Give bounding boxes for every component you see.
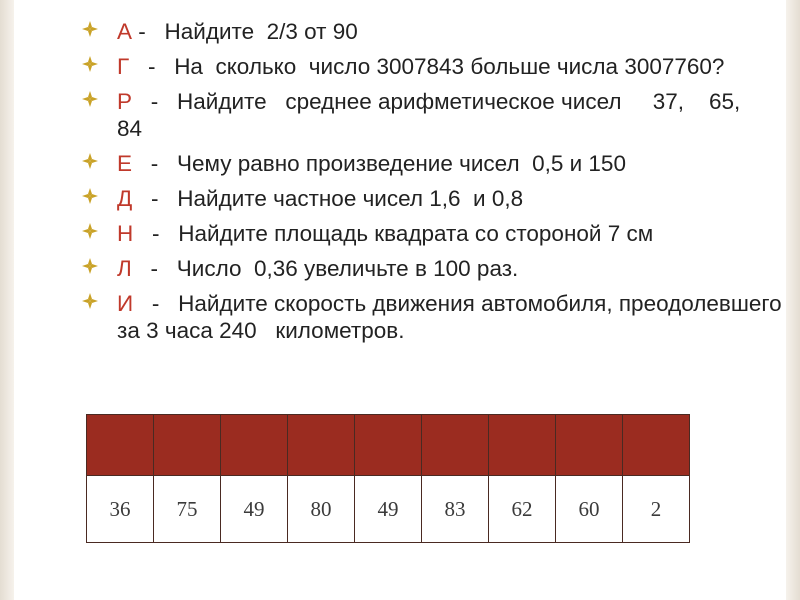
task-list [82, 18, 787, 352]
task-letter: Е [117, 151, 133, 176]
diamond-bullet-icon [82, 293, 98, 309]
task-text: - Найдите скорость движения автомобиля, преодолевшего за 3 часа 240 километров. [117, 291, 788, 343]
slide-left-edge [0, 0, 14, 600]
letter-row [87, 415, 690, 476]
diamond-bullet-icon [82, 258, 98, 274]
task-letter: Н [117, 221, 134, 246]
task-text: - Чему равно произведение чисел 0,5 и 150 [132, 151, 626, 176]
letter-cell[interactable] [87, 415, 154, 476]
task-text: - Число 0,36 увеличьте в 100 раз. [131, 256, 519, 281]
letter-cell[interactable] [422, 415, 489, 476]
answer-cell: 60 [556, 476, 623, 543]
answer-cell: 2 [623, 476, 690, 543]
task-text: - На сколько число 3007843 больше числа 3007760? [129, 54, 725, 79]
task-item [82, 290, 787, 344]
answer-cell: 49 [355, 476, 422, 543]
diamond-bullet-icon [82, 91, 98, 107]
task-item [82, 255, 787, 282]
answer-cell: 75 [154, 476, 221, 543]
letter-cell[interactable] [221, 415, 288, 476]
task-letter: Д [117, 186, 133, 211]
task-item [82, 185, 787, 212]
answer-cell: 62 [489, 476, 556, 543]
diamond-bullet-icon [82, 21, 98, 37]
letter-cell[interactable] [288, 415, 355, 476]
task-letter: Г [117, 54, 130, 79]
diamond-bullet-icon [82, 188, 98, 204]
task-letter: А [117, 19, 133, 44]
letter-cell[interactable] [556, 415, 623, 476]
diamond-bullet-icon [82, 56, 98, 72]
task-item [82, 220, 787, 247]
task-text: - Найдите площадь квадрата со стороной 7 см [133, 221, 654, 246]
task-text: - Найдите 2/3 от 90 [132, 19, 358, 44]
letter-cell[interactable] [154, 415, 221, 476]
letter-cell[interactable] [623, 415, 690, 476]
answer-cell: 49 [221, 476, 288, 543]
letter-cell[interactable] [489, 415, 556, 476]
task-letter: Л [117, 256, 132, 281]
task-item [82, 53, 787, 80]
task-item [82, 150, 787, 177]
answer-row [87, 476, 690, 543]
task-text: - Найдите частное чисел 1,6 и 0,8 [132, 186, 524, 211]
answer-table [86, 414, 690, 543]
answer-cell: 80 [288, 476, 355, 543]
task-letter: И [117, 291, 134, 316]
diamond-bullet-icon [82, 153, 98, 169]
answer-cell: 36 [87, 476, 154, 543]
task-item [82, 18, 787, 45]
letter-cell[interactable] [355, 415, 422, 476]
slide-right-edge [786, 0, 800, 600]
task-text: - Найдите среднее арифметическое чисел 37, 65, 84 [117, 89, 772, 141]
diamond-bullet-icon [82, 223, 98, 239]
answer-cell: 83 [422, 476, 489, 543]
task-letter: Р [117, 89, 133, 114]
task-item [82, 88, 787, 142]
